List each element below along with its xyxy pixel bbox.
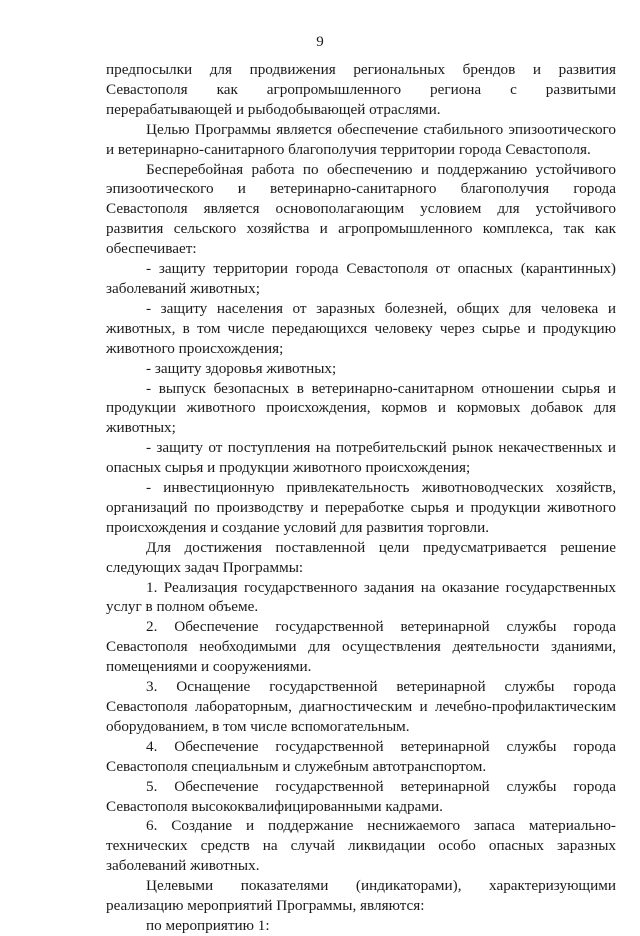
task-item-4: 4. Обеспечение государственной ветеринарной службы города Севастополя специальным и служебным автотранспортом.	[106, 737, 616, 775]
page-number: 9	[316, 34, 324, 50]
paragraph-continuous-work: Бесперебойная работа по обеспечению и поддержанию устойчивого эпизоотического и ветеринарно-санитарного благополучия города Севастополя является основополагающим условием для устойчивого развития сельского хозяйства и агропромышленного комплекса, так как обеспечивает:	[106, 160, 616, 258]
task-item-6: 6. Создание и поддержание неснижаемого запаса материально-технических средств на случай ликвидации особо опасных заразных заболеваний животных.	[106, 817, 616, 875]
list-item-population-protection: - защиту населения от заразных болезней, общих для человека и животных, в том числе передающихся человеку через сырье и продукцию животного происхождения;	[106, 299, 616, 357]
paragraph-intro-continuation: предпосылки для продвижения региональных брендов и развития Севастополя как агропромышленного региона с развитыми перерабатывающей и рыбодобывающей отраслями.	[106, 61, 616, 118]
task-item-1: 1. Реализация государственного задания на оказание государственных услуг в полном объеме.	[106, 578, 616, 616]
task-item-2: 2. Обеспечение государственной ветеринарной службы города Севастополя необходимыми для осуществления деятельности зданиями, помещениями и сооружениями.	[106, 618, 616, 676]
document-body	[106, 60, 616, 936]
list-item-safe-products: - выпуск безопасных в ветеринарно-санитарном отношении сырья и продукции животного происхождения, кормов и кормовых добавок для животных;	[106, 379, 616, 437]
list-item-territory-protection: - защиту территории города Севастополя от опасных (карантинных) заболеваний животных;	[106, 260, 616, 297]
list-item-market-protection: - защиту от поступления на потребительский рынок некачественных и опасных сырья и продукции животного происхождения;	[106, 439, 616, 477]
task-item-3: 3. Оснащение государственной ветеринарной службы города Севастополя лабораторным, диагностическим и лечебно-профилактическим оборудованием, в том числе вспомогательным.	[106, 678, 616, 735]
list-item-investment: - инвестиционную привлекательность животноводческих хозяйств, организаций по производству и переработке сырья и продукции животного происхождения и создание условий для развития торговли.	[106, 479, 616, 536]
paragraph-indicators: Целевыми показателями (индикаторами), характеризующими реализацию мероприятий Программы, являются:	[106, 877, 616, 915]
task-item-5: 5. Обеспечение государственной ветеринарной службы города Севастополя высококвалифицированными кадрами.	[106, 777, 616, 815]
paragraph-tasks-intro: Для достижения поставленной цели предусматривается решение следующих задач Программы:	[106, 538, 616, 576]
paragraph-activity-1: по мероприятию 1:	[146, 916, 270, 934]
list-item-animal-health: - защиту здоровья животных;	[146, 359, 337, 377]
paragraph-goal: Целью Программы является обеспечение стабильного эпизоотического и ветеринарно-санитарного благополучия территории города Севастополя.	[106, 120, 616, 158]
